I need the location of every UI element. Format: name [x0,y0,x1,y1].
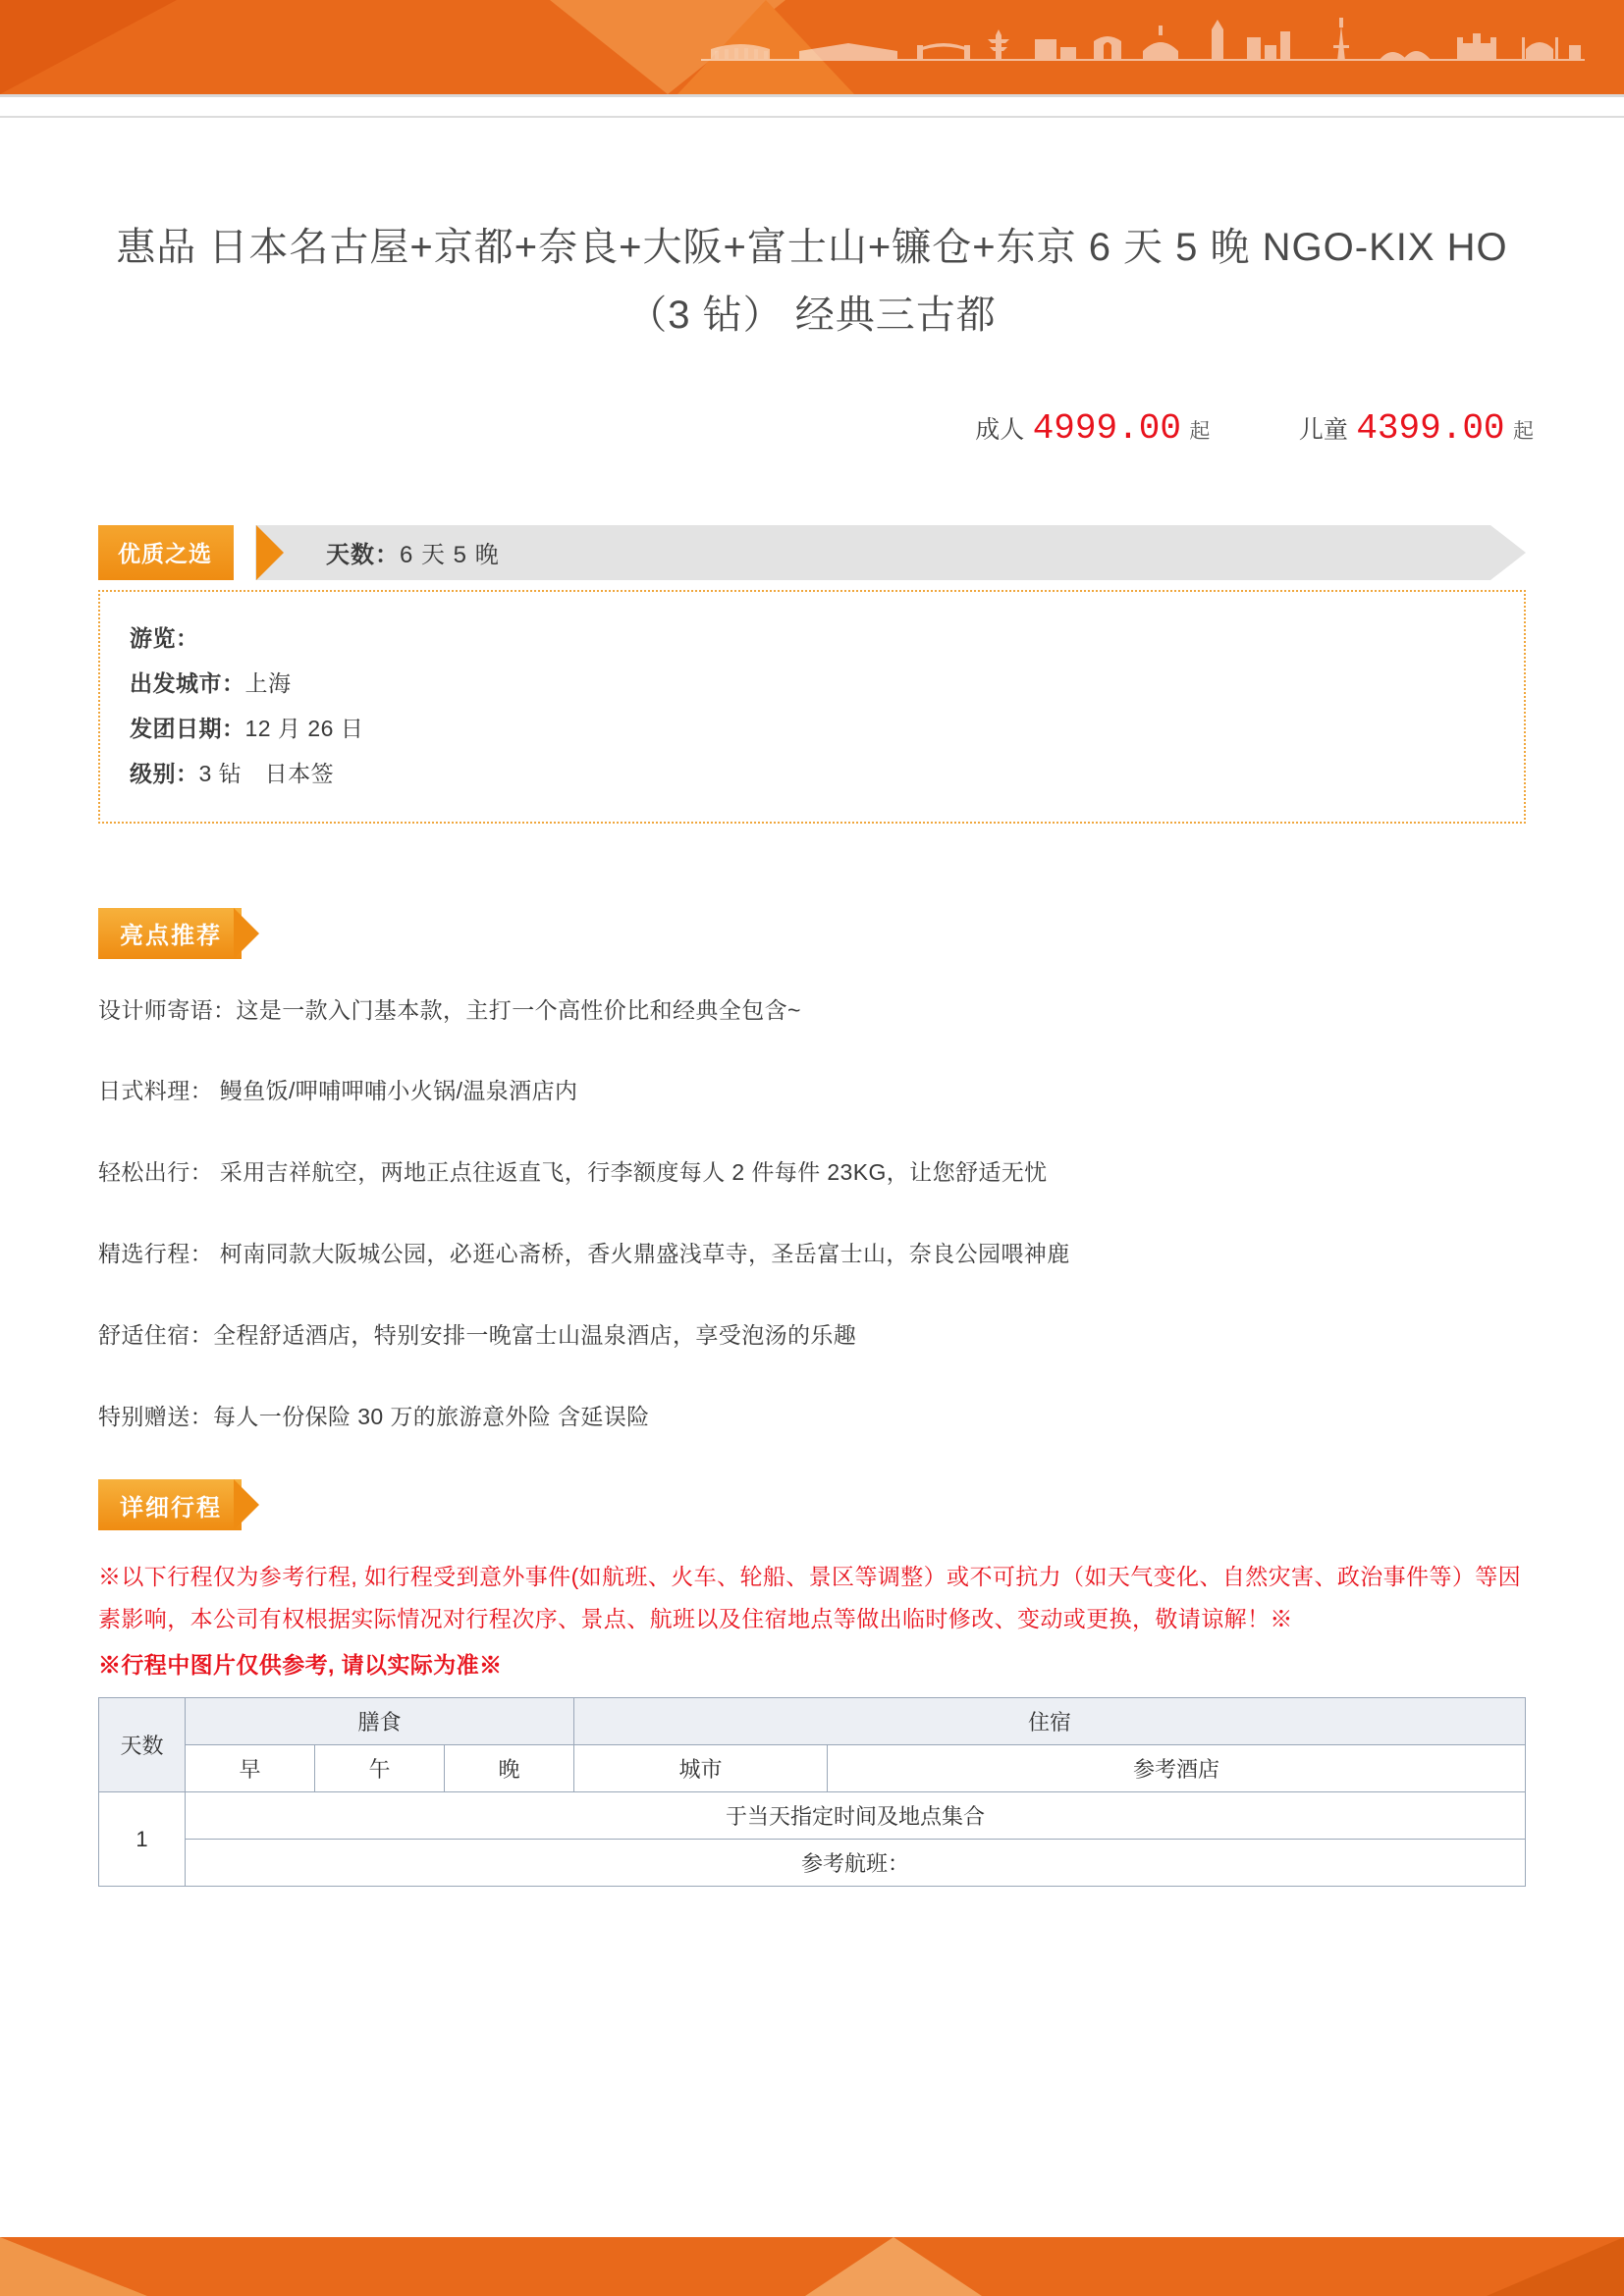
table-row [99,1792,1526,1840]
banner-divider [0,94,1624,97]
list-item: 日式料理： 鳗鱼饭/呷哺呷哺小火锅/温泉酒店内 [98,1078,578,1104]
adult-price-value: 4999.00 [1032,407,1181,449]
itinerary-disclaimer: ※以下行程仅为参考行程, 如行程受到意外事件(如航班、火车、轮船、景区等调整）或不可抗力（如天气变化、自然灾害、政治事件等）等因素影响，本公司有权根据实际情况对行程次序、景点、航班以及住宿地点等做出临时修改、变动或更换，敬请谅解！※ [98,1564,1522,1631]
table-subheader-row [99,1745,1526,1792]
list-item: 轻松出行： 采用吉祥航空，两地正点往返直飞，行李额度每人 2 件每件 23KG，让您舒适无忧 [98,1159,1048,1186]
child-price-suffix: 起 [1513,419,1534,443]
banner-wedge-left [0,0,177,94]
page-banner [0,0,1624,94]
page-title: 惠品 日本名古屋+京都+奈良+大阪+富士山+镰仓+东京 6 天 5 晚 NGO-KIX HO（3 钻） 经典三古都 [116,226,1508,337]
adult-price-label: 成人 [975,415,1025,444]
cell-note-gather: 于当天指定时间及地点集合 [186,1792,1526,1840]
tour-label: 游览： [130,624,199,651]
page-footer-stripe [0,2237,1624,2296]
quality-badge: 优质之选 [98,525,234,580]
header-lodging: 住宿 [574,1698,1526,1745]
level-label: 级别： [130,760,199,786]
list-item: 精选行程： 柯南同款大阪城公园，必逛心斋桥，香火鼎盛浅草寺，圣岳富士山，奈良公园喂神鹿 [98,1240,1070,1266]
adult-price-suffix: 起 [1189,419,1211,443]
highlights-badge: 亮点推荐 [98,908,242,959]
footer-wedge-right [1487,2237,1624,2296]
date-line [130,706,1494,751]
level-line [130,751,1494,796]
child-price [1299,408,1534,449]
date-label: 发团日期： [130,715,245,741]
city-skyline-icon [701,16,1585,77]
departure-line [130,661,1494,706]
days-label: 天数： [326,542,400,569]
child-price-label: 儿童 [1298,415,1348,444]
table-row [99,1840,1526,1887]
departure-label: 出发城市： [130,669,245,696]
cell-day: 1 [99,1792,186,1887]
document-body [0,116,1624,1887]
subheader-city: 城市 [574,1745,828,1792]
itinerary-heading [98,1479,314,1530]
level-value: 3 钻 日本签 [198,760,335,786]
subheader-dinner: 晚 [445,1745,574,1792]
itinerary-badge-arrow [234,1479,259,1530]
quality-ribbon [98,525,1526,580]
price-row [0,408,1534,449]
itinerary-badge: 详细行程 [98,1479,242,1530]
header-day: 天数 [99,1698,186,1792]
list-item: 舒适住宿：全程舒适酒店，特别安排一晚富士山温泉酒店，享受泡汤的乐趣 [98,1321,857,1348]
days-value: 6 天 5 晚 [400,542,500,569]
quality-badge-arrow [256,525,284,580]
cell-note-flight: 参考航班： [186,1840,1526,1887]
tour-line [130,615,1494,661]
list-item: 设计师寄语：这是一款入门基本款，主打一个高性价比和经典全包含~ [98,996,801,1023]
list-item: 特别赠送：每人一份保险 30 万的旅游意外险 含延误险 [98,1403,650,1429]
subheader-hotel: 参考酒店 [828,1745,1526,1792]
highlights-list [98,992,1526,1435]
table-header-row [99,1698,1526,1745]
subheader-breakfast: 早 [186,1745,315,1792]
trip-info-box [98,590,1526,824]
footer-wedge-left [0,2237,147,2296]
highlights-badge-arrow [234,908,259,959]
itinerary-table [98,1697,1526,1887]
header-meals: 膳食 [186,1698,574,1745]
date-value: 12 月 26 日 [244,715,364,741]
itinerary-table-wrap [98,1697,1526,1887]
quality-ribbon-tip [1490,525,1526,580]
footer-wedge-mid [805,2237,982,2296]
departure-value: 上海 [244,669,292,696]
itinerary-disclaimer-strong: ※行程中图片仅供参考, 请以实际为准※ [98,1652,503,1679]
highlights-heading [98,908,314,959]
child-price-value: 4399.00 [1356,407,1505,449]
days-info [326,525,500,580]
adult-price [975,408,1210,449]
subheader-lunch: 午 [315,1745,445,1792]
